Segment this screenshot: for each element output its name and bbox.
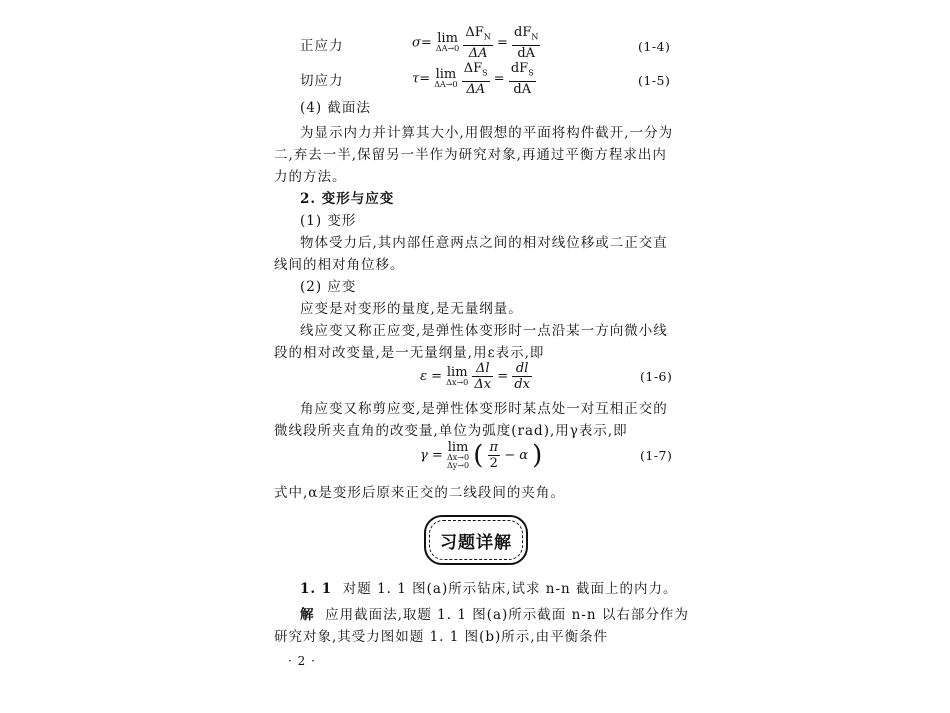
- paragraph-line: 研究对象,其受力图如题 1. 1 图(b)所示,由平衡条件: [274, 629, 609, 645]
- paragraph-line: 角应变又称剪应变,是弹性体变形时某点处一对互相正交的: [300, 401, 668, 417]
- paragraph-line: 为显示内力并计算其大小,用假想的平面将构件截开,一分为: [300, 125, 674, 141]
- section-heading-deformation-strain: 2. 变形与应变: [300, 191, 395, 207]
- section-method-heading: (4) 截面法: [300, 100, 371, 116]
- equation-number-1-5: (1-5): [638, 73, 671, 88]
- subsection-deformation: (1) 变形: [300, 213, 357, 229]
- paragraph-line: 物体受力后,其内部任意两点之间的相对线位移或二正交直: [300, 235, 668, 251]
- paragraph-line: 力的方法。: [274, 169, 347, 185]
- exercise-solutions-banner: [424, 515, 528, 565]
- solution-label: 解: [300, 607, 315, 623]
- formula-1-7: γ = lim Δx→0 Δy→0 ( $\frac{\pi}{2}$ − α ): [420, 440, 543, 471]
- page-number: · 2 ·: [288, 654, 316, 668]
- problem-number: 1. 1: [300, 581, 333, 597]
- paragraph-line: 二,弃去一半,保留另一半作为研究对象,再通过平衡方程求出内: [274, 147, 667, 163]
- equation-number-1-7: (1-7): [640, 448, 673, 463]
- formula-1-6: ε = lim Δx→0 $\frac{\Delta l}{\Delta x}$ = $\frac{dl}{dx}$: [420, 361, 530, 392]
- formula-1-5: τ= lim ΔA→0 $\frac{\Delta F_S}{\Delta A}$ = $\frac{dF_S}{dA}$: [412, 61, 534, 97]
- problem-text: 对题 1. 1 图(a)所示钻床,试求 n-n 截面上的内力。: [342, 581, 678, 597]
- paragraph-line: 式中,α是变形后原来正交的二线段间的夹角。: [274, 485, 565, 501]
- paragraph-line: 线间的相对角位移。: [274, 257, 405, 273]
- formula-1-4: σ= lim ΔA→0 $\frac{\Delta F_N}{\Delta A}$ = $\frac{dF_N}{dA}$: [412, 25, 539, 61]
- subsection-strain: (2) 应变: [300, 279, 357, 295]
- problem-statement: [300, 580, 678, 598]
- equation-number-1-6: (1-6): [640, 369, 673, 384]
- paragraph-line: 微线段所夹直角的改变量,单位为弧度(rad),用γ表示,即: [274, 423, 628, 439]
- paragraph-line: 线应变又称正应变,是弹性体变形时一点沿某一方向微小线: [300, 323, 668, 339]
- shear-stress-label: 切应力: [300, 73, 344, 89]
- solution-line: 解 应用截面法,取题 1. 1 图(a)所示截面 n-n 以右部分作为: [300, 607, 689, 623]
- equation-number-1-4: (1-4): [638, 39, 671, 54]
- banner-title: 习题详解: [440, 532, 512, 553]
- paragraph-line: 段的相对改变量,是一无量纲量,用ε表示,即: [274, 345, 545, 361]
- normal-stress-label: 正应力: [300, 38, 344, 54]
- paragraph-line: 应变是对变形的量度,是无量纲量。: [300, 301, 523, 317]
